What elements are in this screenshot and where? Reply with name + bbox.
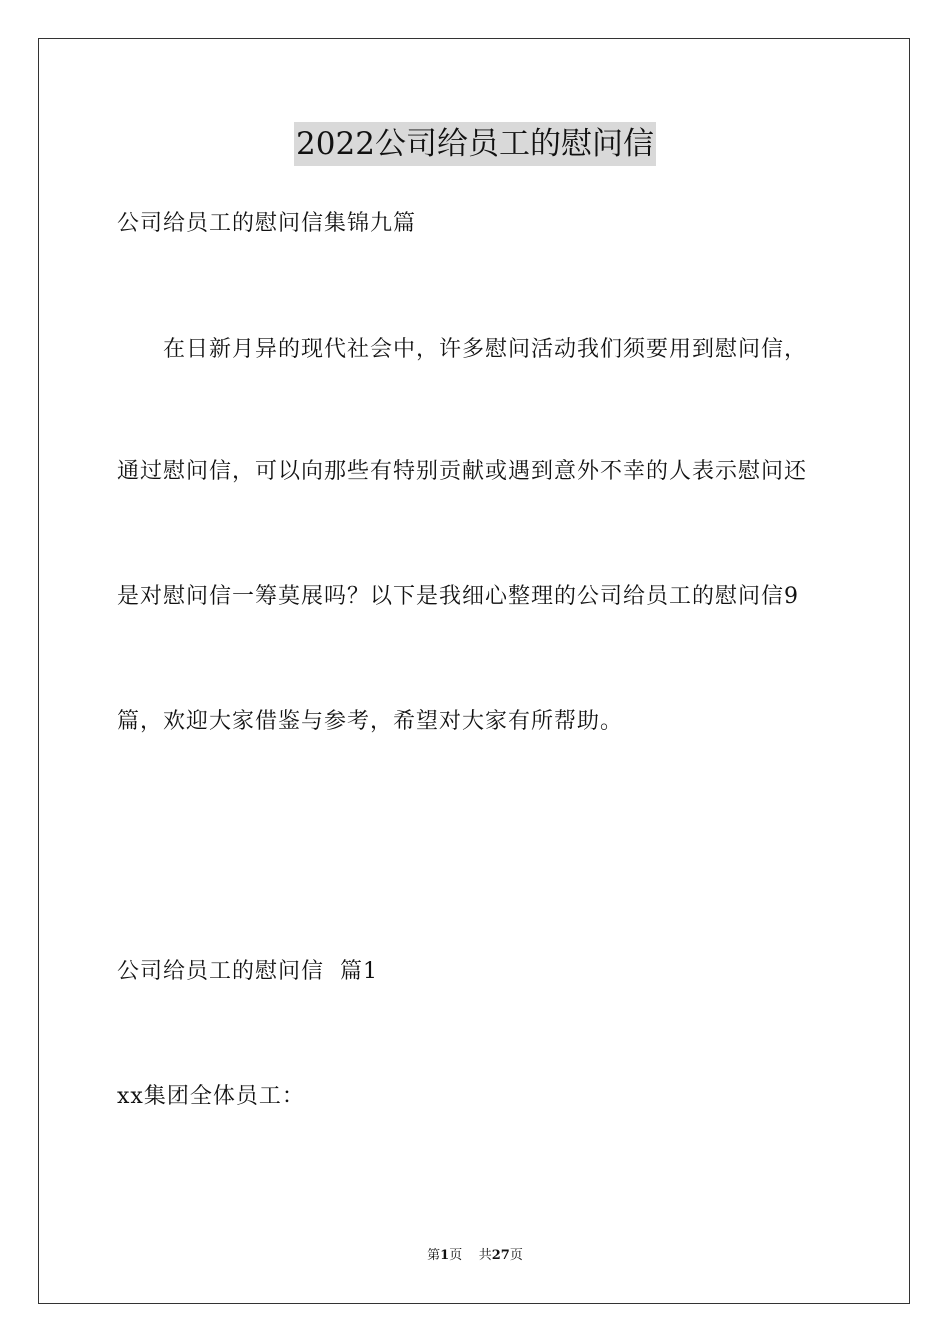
document-title: 2022公司给员工的慰问信 — [294, 122, 656, 166]
page-footer — [0, 1247, 950, 1265]
page-number: 1 — [440, 1248, 450, 1263]
total-suffix: 页 — [509, 1248, 523, 1263]
intro-line-2: 通过慰问信，可以向那些有特别贡献或遇到意外不幸的人表示慰问还 — [117, 459, 808, 484]
section-heading: 公司给员工的慰问信 篇1 — [117, 959, 378, 984]
total-pages: 27 — [491, 1248, 510, 1263]
document-subtitle: 公司给员工的慰问信集锦九篇 — [117, 211, 417, 236]
intro-line-4: 篇，欢迎大家借鉴与参考，希望对大家有所帮助。 — [117, 709, 624, 734]
page-suffix: 页 — [449, 1248, 463, 1263]
page-prefix: 第 — [427, 1248, 441, 1263]
total-prefix: 共 — [478, 1248, 492, 1263]
title-container — [0, 122, 950, 166]
salutation: xx集团全体员工： — [117, 1084, 305, 1109]
intro-line-3: 是对慰问信一筹莫展吗？以下是我细心整理的公司给员工的慰问信9 — [117, 584, 799, 609]
intro-line-1: 在日新月异的现代社会中，许多慰问活动我们须要用到慰问信， — [163, 337, 808, 362]
